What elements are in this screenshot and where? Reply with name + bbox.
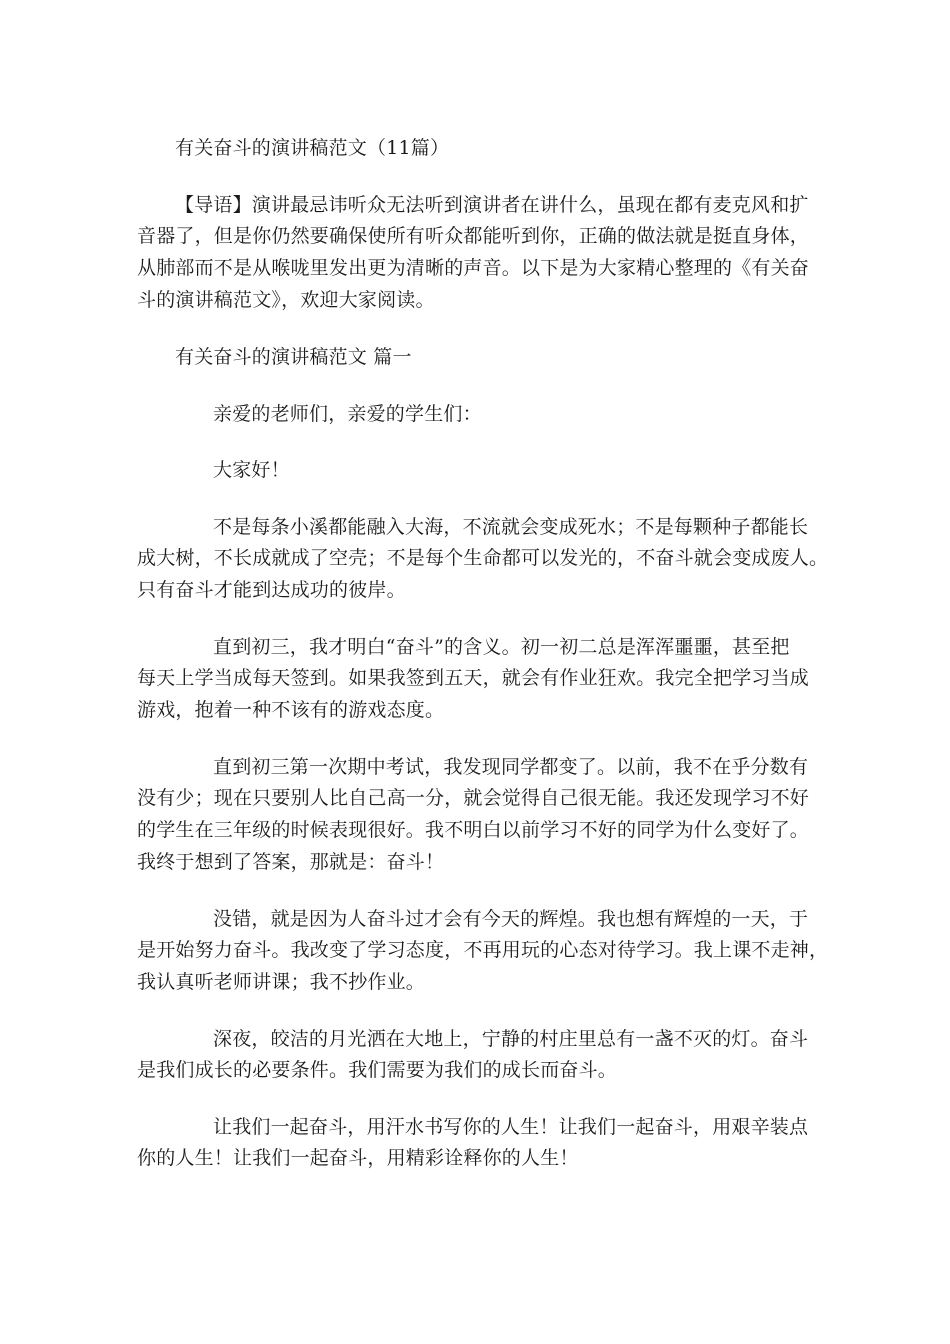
intro-line: 从肺部而不是从喉咙里发出更为清晰的声音。以下是为大家精心整理的《有关奋 bbox=[137, 257, 810, 279]
paragraph-line: 我终于想到了答案，那就是：奋斗！ bbox=[137, 851, 445, 873]
paragraph-line: 只有奋斗才能到达成功的彼岸。 bbox=[137, 579, 406, 601]
intro-line: 斗的演讲稿范文》，欢迎大家阅读。 bbox=[137, 289, 435, 311]
salutation: 亲爱的老师们，亲爱的学生们： bbox=[213, 403, 482, 425]
paragraph-line: 你的人生！让我们一起奋斗，用精彩诠释你的人生！ bbox=[137, 1147, 579, 1169]
section-heading: 有关奋斗的演讲稿范文 篇一 bbox=[175, 346, 412, 368]
paragraph-line: 深夜，皎洁的月光洒在大地上，宁静的村庄里总有一盏不灭的灯。奋斗 bbox=[213, 1028, 809, 1050]
paragraph-line: 游戏，抱着一种不该有的游戏态度。 bbox=[137, 699, 445, 721]
paragraph-line: 直到初三第一次期中考试，我发现同学都变了。以前，我不在乎分数有 bbox=[213, 756, 809, 778]
paragraph-line: 是我们成长的必要条件。我们需要为我们的成长而奋斗。 bbox=[137, 1059, 618, 1081]
paragraph-line: 没错，就是因为人奋斗过才会有今天的辉煌。我也想有辉煌的一天，于 bbox=[213, 908, 809, 930]
paragraph-line: 没有少；现在只要别人比自己高一分，就会觉得自己很无能。我还发现学习不好 bbox=[137, 787, 810, 809]
paragraph-line: 每天上学当成每天签到。如果我签到五天，就会有作业狂欢。我完全把学习当成 bbox=[137, 667, 810, 689]
paragraph-line: 是开始努力奋斗。我改变了学习态度，不再用玩的心态对待学习。我上课不走神， bbox=[137, 939, 829, 961]
greeting: 大家好！ bbox=[213, 459, 290, 481]
document-title: 有关奋斗的演讲稿范文（11篇） bbox=[175, 137, 450, 159]
paragraph-line: 让我们一起奋斗，用汗水书写你的人生！让我们一起奋斗，用艰辛装点 bbox=[213, 1116, 809, 1138]
paragraph-line: 不是每条小溪都能融入大海，不流就会变成死水；不是每颗种子都能长 bbox=[213, 516, 809, 538]
paragraph-line: 的学生在三年级的时候表现很好。我不明白以前学习不好的同学为什么变好了。 bbox=[137, 819, 810, 841]
intro-line: 【导语】演讲最忌讳听众无法听到演讲者在讲什么，虽现在都有麦克风和扩 bbox=[175, 194, 809, 216]
paragraph-line: 直到初三，我才明白“奋斗”的含义。初一初二总是浑浑噩噩，甚至把 bbox=[213, 636, 790, 658]
paragraph-line: 成大树，不长成就成了空壳；不是每个生命都可以发光的，不奋斗就会变成废人。 bbox=[137, 547, 829, 569]
intro-line: 音器了，但是你仍然要确保使所有听众都能听到你，正确的做法就是挺直身体， bbox=[137, 225, 810, 247]
paragraph-line: 我认真听老师讲课；我不抄作业。 bbox=[137, 971, 426, 993]
